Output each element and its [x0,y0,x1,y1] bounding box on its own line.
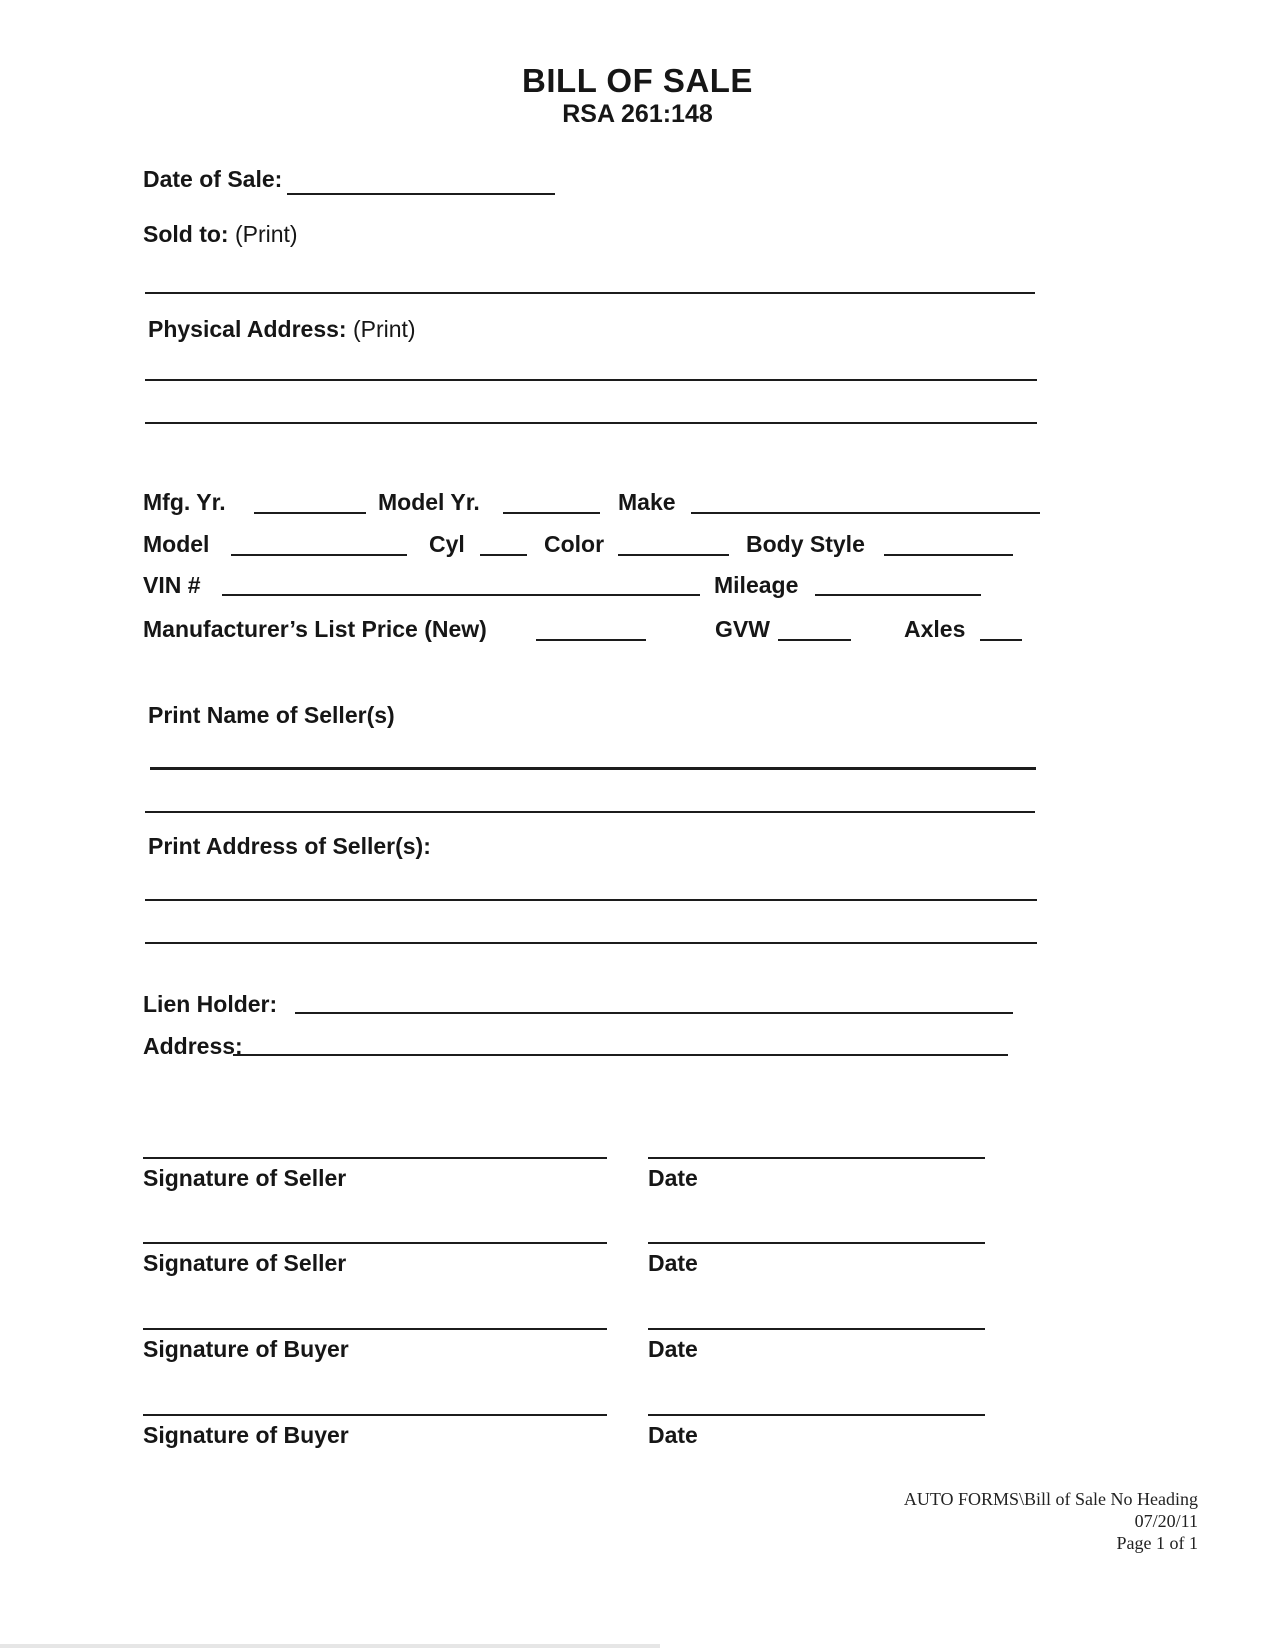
list-price-blank-line [536,639,646,641]
signature-of-seller-label: Signature of Seller [143,1165,347,1191]
axles-label: Axles [904,616,966,642]
lien-address-blank-line [233,1054,1008,1056]
print-address-seller-blank-line-1 [145,899,1037,901]
gvw-label: GVW [715,616,770,642]
make-blank-line [691,512,1040,514]
signature-line [143,1414,607,1416]
mfg-yr-label: Mfg. Yr. [143,489,226,515]
color-blank-line [618,554,729,556]
print-name-seller-label: Print Name of Seller(s) [148,702,395,728]
model-blank-line [231,554,407,556]
model-label: Model [143,531,210,557]
signature-date-label: Date [648,1336,698,1362]
model-yr-blank-line [503,512,600,514]
signature-date-label: Date [648,1250,698,1276]
axles-blank-line [980,639,1022,641]
print-address-seller-label: Print Address of Seller(s): [148,833,431,859]
vin-label: VIN # [143,572,201,598]
mileage-label: Mileage [714,572,799,598]
color-label: Color [544,531,605,557]
lien-address-label: Address: [143,1033,243,1059]
mfg-yr-blank-line [254,512,366,514]
mileage-blank-line [815,594,981,596]
print-name-seller-blank-line-2 [145,811,1035,813]
signature-line [143,1328,607,1330]
physical-address-print-hint: (Print) [352,316,416,342]
cyl-blank-line [480,554,527,556]
sold-to-label [143,221,298,248]
list-price-label: Manufacturer’s List Price (New) [143,616,487,642]
signature-date-line [648,1328,985,1330]
physical-address-label [148,316,416,343]
signature-of-seller-label: Signature of Seller [143,1250,347,1276]
print-address-seller-blank-line-2 [145,942,1037,944]
model-yr-label: Model Yr. [378,489,480,515]
body-style-label: Body Style [746,531,865,557]
signature-date-line [648,1157,985,1159]
gvw-blank-line [778,639,851,641]
body-style-blank-line [884,554,1013,556]
physical-address-label-text: Physical Address: [148,316,347,342]
footer-revision-date: 07/20/11 [1134,1511,1198,1531]
lien-holder-label: Lien Holder: [143,991,278,1017]
signature-date-label: Date [648,1422,698,1448]
physical-address-blank-line-1 [145,379,1037,381]
sold-to-blank-line [145,292,1035,294]
lien-holder-blank-line [295,1012,1013,1014]
signature-line [143,1242,607,1244]
signature-of-buyer-label: Signature of Buyer [143,1422,349,1448]
sold-to-label-text: Sold to: [143,221,229,247]
signature-of-buyer-label: Signature of Buyer [143,1336,349,1362]
physical-address-blank-line-2 [145,422,1037,424]
date-of-sale-blank-line [287,193,555,195]
page-title: BILL OF SALE [522,62,753,99]
date-of-sale-label: Date of Sale: [143,166,283,192]
signature-date-label: Date [648,1165,698,1191]
signature-line [143,1157,607,1159]
footer-page-number: Page 1 of 1 [1116,1533,1198,1553]
vin-blank-line [222,594,700,596]
cyl-label: Cyl [429,531,465,557]
signature-date-line [648,1414,985,1416]
statute-reference: RSA 261:148 [562,100,713,128]
print-name-seller-blank-line-1 [150,767,1036,770]
footer-file-path: AUTO FORMS\Bill of Sale No Heading [903,1489,1198,1509]
make-label: Make [618,489,676,515]
document-footer [904,1488,1198,1554]
scan-artifact-strip [0,1644,660,1648]
signature-date-line [648,1242,985,1244]
sold-to-print-hint: (Print) [234,221,298,247]
